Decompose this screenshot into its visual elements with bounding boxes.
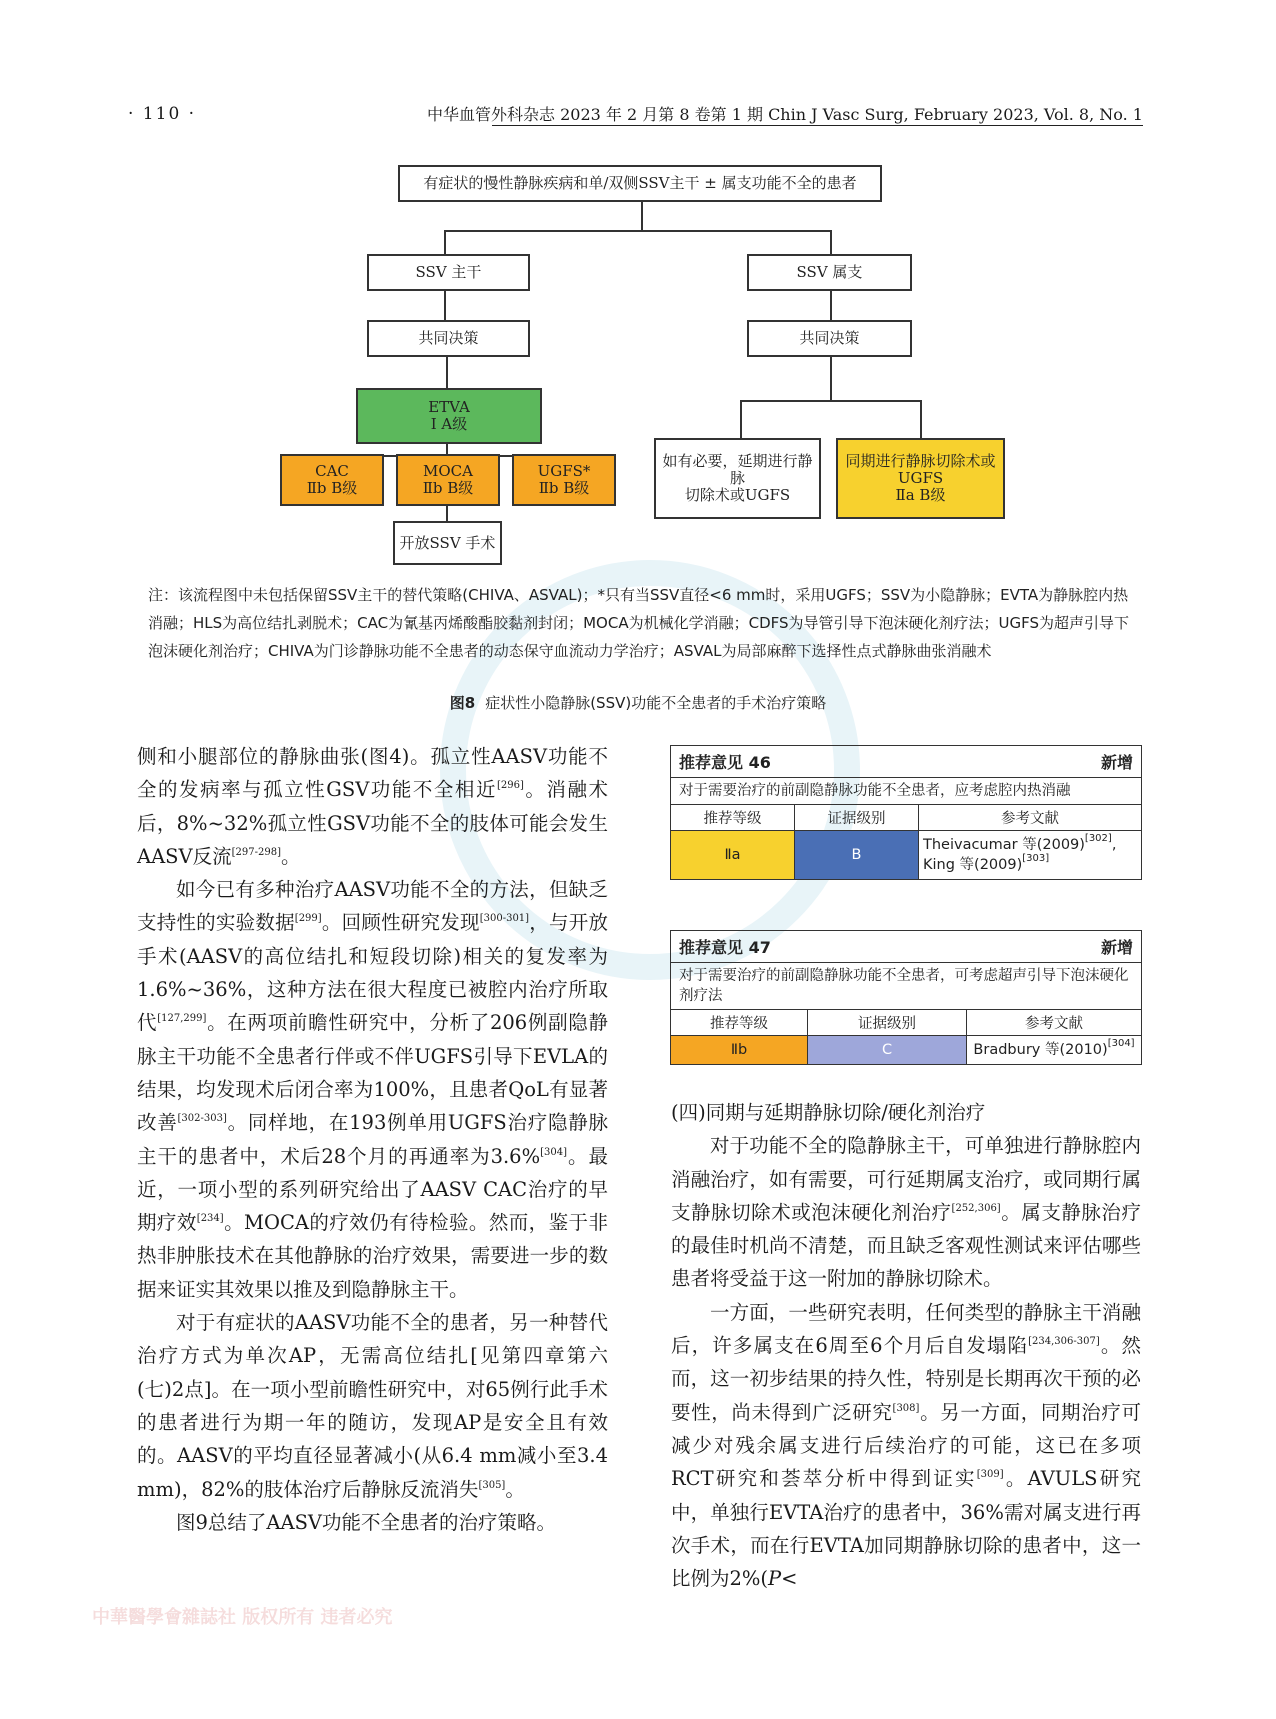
citation: [308] [892,1402,920,1414]
rec-table [671,1010,1141,1064]
rec-text: 对于需要治疗的前副隐静脉功能不全患者，可考虑超声引导下泡沫硬化剂疗法 [671,963,1141,1010]
flow-cac-grade: Ⅱb B级 [306,479,358,497]
rec-header-refs: 参考文献 [967,1010,1142,1036]
connector [830,355,832,401]
page-number: · 110 · [128,104,197,124]
citation: [302-303] [177,1113,227,1125]
flow-ssv-trunk-box [367,254,530,291]
citation: [296] [496,780,524,792]
rec-header-grade: 推荐等级 [671,805,795,831]
figure-note: 注：该流程图中未包括保留SSV主干的替代策略(CHIVA、ASVAL)；*只有当SSV直径<6 mm时，采用UGFS；SSV为小隐静脉；EVTA为静脉腔内热消融；HLS为高位结扎剥脱术；CAC为氰基丙烯酸酯胶黏剂封闭；MOCA为机械化学消融；CDFS为导管引导下泡沫硬化剂疗法；UGFS为超声引导下泡沫硬化剂治疗；CHIVA为门诊静脉功能不全患者的动态保守血流动力学治疗；ASVAL为局部麻醉下选择性点式静脉曲张消融术 [148,586,1129,660]
citation: [127,299] [157,1013,207,1025]
citation: [303] [1022,853,1050,864]
rec-grade-cell: Ⅱb [671,1036,808,1065]
connector [740,400,922,402]
flow-concurrent-box [836,438,1005,519]
rec-refs-cell: Theivacumar 等(2009)[302], King 等(2009)[303] [919,831,1142,880]
header-rule [492,125,1143,126]
flow-concurrent-label: 同期进行静脉切除术或 [845,452,996,470]
connector [830,289,832,321]
flow-shared-decision-label: 共同决策 [418,329,479,347]
paragraph: 侧和小腿部位的静脉曲张(图4)。孤立性AASV功能不全的发病率与孤立性GSV功能不全相近[296]。消融术后，8%~32%孤立性GSV功能不全的肢体可能会发生AASV反流[297-298]。 [137,745,608,868]
citation: [305] [478,1479,506,1491]
section-heading: (四)同期与延期静脉切除/硬化剂治疗 [671,1101,986,1124]
flow-etva-label: ETVA [428,398,470,416]
flow-delayed-box [654,438,821,519]
rec-header-level: 证据级别 [808,1010,967,1036]
rec-tag: 新增 [1100,753,1133,772]
citation: [302] [1084,833,1112,844]
flow-moca-label: MOCA [423,462,473,480]
flow-delayed-label-2: 切除术或UGFS [684,486,791,504]
paragraph: 对于有症状的AASV功能不全的患者，另一种替代治疗方式为单次AP，无需高位结扎[见第四章第六(七)2点]。在一项小型前瞻性研究中，对65例行此手术的患者进行为期一年的随访，发现AP是安全且有效的。AASV的平均直径显著减小(从6.4 mm减小至3.4 mm)，82%的肢体治疗后静脉反流消失[305]。 [137,1311,608,1501]
flow-ugfs-grade: Ⅱb B级 [538,479,590,497]
left-column [137,740,608,1539]
flow-shared-decision-right [747,320,912,357]
flow-ssv-tributary-label: SSV 属支 [796,263,863,281]
connector [444,230,832,232]
citation: [304] [1107,1038,1135,1049]
citation: [299] [294,913,322,925]
citation: [252,306] [951,1202,1001,1214]
flow-ugfs-box [512,454,616,506]
connector [444,289,446,321]
flow-moca-box [396,454,500,506]
flow-moca-grade: Ⅱb B级 [422,479,474,497]
flow-cac-label: CAC [315,462,349,480]
paragraph: 如今已有多种治疗AASV功能不全的方法，但缺乏支持性的实验数据[299]。回顾性研究发现[300-301]，与开放手术(AASV的高位结扎和短段切除)相关的复发率为1.6%~36%，这种方法在很大程度已被腔内治疗所取代[127,299]。在两项前瞻性研究中，分析了206例副隐静脉主干功能不全患者行伴或不伴UGFS引导下EVLA的结果，均发现术后闭合率为100%，且患者QoL有显著改善[302-303]。同样地，在193例单用UGFS治疗隐静脉主干的患者中，术后28个月的再通率为3.6%[304]。最近，一项小型的系列研究给出了AASV CAC治疗的早期疗效[234]。MOCA的疗效仍有待检验。然而，鉴于非热非肿胀技术在其他静脉的治疗效果，需要进一步的数据来证实其效果以推及到隐静脉主干。 [137,878,608,1301]
rec-title: 推荐意见 46 [679,753,771,772]
right-column [671,1096,1141,1595]
flow-open-surgery-box [393,521,502,565]
flow-cac-box [280,454,384,506]
rec-grade-cell: Ⅱa [671,831,795,880]
figure-label: 图8 [449,694,476,712]
citation: [309] [976,1469,1004,1481]
figure-title: 症状性小隐静脉(SSV)功能不全患者的手术治疗策略 [485,694,827,712]
flow-ssv-trunk-label: SSV 主干 [415,263,482,281]
flow-root-box [398,165,882,202]
flow-root-label: 有症状的慢性静脉疾病和单/双侧SSV主干 ± 属支功能不全的患者 [423,174,857,192]
rec-table [671,805,1141,879]
rec-refs-cell: Bradbury 等(2010)[304] [967,1036,1142,1065]
citation: [300-301] [479,913,530,925]
flow-concurrent-label-2: UGFS [897,469,944,487]
rec-header-level: 证据级别 [795,805,919,831]
citation: [304] [540,1146,568,1158]
rec-text: 对于需要治疗的前副隐静脉功能不全患者，应考虑腔内热消融 [671,778,1141,805]
publisher-watermark: 中華醫學會雜誌社 版权所有 违者必究 [92,1607,393,1628]
rec-header-grade: 推荐等级 [671,1010,808,1036]
connector [920,400,922,441]
flow-ugfs-label: UGFS* [537,462,591,480]
connector [446,355,448,389]
recommendation-47 [670,930,1142,1065]
citation: [297-298] [231,846,281,858]
flow-delayed-label: 如有必要，延期进行静脉 [662,452,813,487]
flow-open-surgery-label: 开放SSV 手术 [399,533,496,552]
flow-concurrent-grade: Ⅱa B级 [895,486,946,504]
citation: [234] [196,1213,224,1225]
flow-shared-decision-label: 共同决策 [799,329,860,347]
flow-ssv-tributary-box [747,254,912,291]
rec-level-cell: C [808,1036,967,1065]
recommendation-46 [670,745,1142,880]
rec-header-refs: 参考文献 [919,805,1142,831]
running-head: 中华血管外科杂志 2023 年 2 月第 8 卷第 1 期 Chin J Vasc Surg, February 2023, Vol. 8, No. 1 [427,105,1143,124]
flow-etva-box [356,388,542,444]
citation: [234,306-307] [1028,1336,1100,1348]
rec-level-cell: B [795,831,919,880]
connector [740,400,742,441]
paragraph: 对于功能不全的隐静脉主干，可单独进行静脉腔内消融治疗，如有需要，可行延期属支治疗，或同期行属支静脉切除术或泡沫硬化剂治疗[252,306]。属支静脉治疗的最佳时机尚不清楚，而且缺乏客观性测试来评估哪些患者将受益于这一附加的静脉切除术。 [671,1134,1141,1291]
flow-shared-decision-left [367,320,530,357]
paragraph: 图9总结了AASV功能不全患者的治疗策略。 [176,1510,557,1534]
figure-caption [0,692,1276,713]
rec-tag: 新增 [1100,938,1133,957]
flow-etva-grade: Ⅰ A级 [430,415,468,433]
connector [641,199,643,231]
connector [830,230,832,256]
connector [444,230,446,256]
paragraph: 一方面，一些研究表明，任何类型的静脉主干消融后，许多属支在6周至6个月后自发塌陷[234,306-307]。然而，这一初步结果的持久性，特别是长期再次干预的必要性，尚未得到广泛研究[308]。另一方面，同期治疗可减少对残余属支进行后续治疗的可能，这已在多项RCT研究和荟萃分析中得到证实[309]。AVULS研究中，单独行EVTA治疗的患者中，36%需对属支进行再次手术，而在行EVTA加同期静脉切除的患者中，这一比例为2%(P< [671,1300,1142,1591]
rec-title: 推荐意见 47 [679,938,771,957]
